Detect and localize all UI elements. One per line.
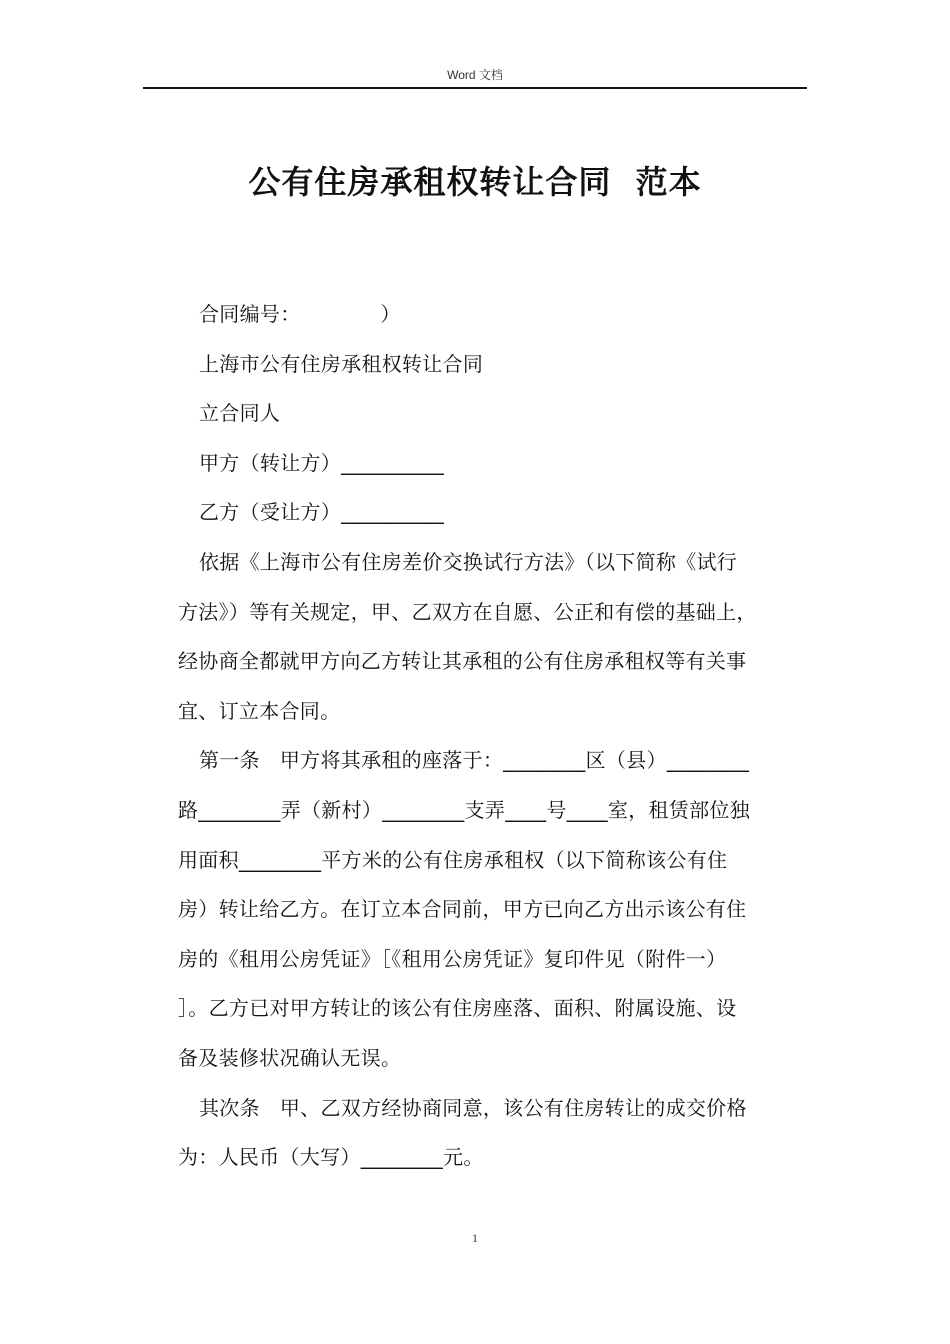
contract-name-line: 上海市公有住房承租权转让合同 [199,351,484,376]
article-two-line: 其次条 甲、乙双方经协商同意，该公有住房转让的成交价格 [199,1095,747,1120]
article-one-line: 用面积________平方米的公有住房承租权（以下简称该公有住 [178,847,728,872]
article-one-line: ］。乙方已对甲方转让的该公有住房座落、面积、附属设施、设 [178,996,737,1021]
page-header: Word 文档 [447,68,503,82]
preamble-line: 方法》）等有关规定，甲、乙双方在自愿、公正和有偿的基础上， [178,599,757,624]
preamble-line: 宜、订立本合同。 [178,698,341,723]
preamble-line: 经协商全都就甲方向乙方转让其承租的公有住房承租权等有关事 [178,649,747,674]
article-one-line: 备及装修状况确认无误。 [178,1045,402,1070]
article-one-line: 房的《租用公房凭证》［《租用公房凭证》复印件见（附件一） [178,946,727,971]
parties-heading: 立合同人 [199,401,281,426]
article-one-line: 路________弄（新村）________支弄____号____室，租赁部位独 [178,797,750,822]
page-number: 1 [472,1231,478,1245]
article-two-line: 为：人民币（大写）________元。 [178,1145,484,1170]
preamble-line: 依据《上海市公有住房差价交换试行方法》（以下简称《试行 [199,549,738,574]
contract-number-line: 合同编号： ） [199,302,401,326]
article-one-line: 第一条 甲方将其承租的座落于：________区（县）________ [199,748,750,773]
article-one-line: 房）转让给乙方。在订立本合同前，甲方已向乙方出示该公有住 [178,897,747,922]
document-body [178,290,818,1183]
party-b-line: 乙方（受让方）__________ [199,500,445,525]
header-divider [143,87,807,89]
party-a-line: 甲方（转让方）__________ [199,450,445,475]
document-title: 公有住房承租权转让合同 范本 [248,163,702,201]
